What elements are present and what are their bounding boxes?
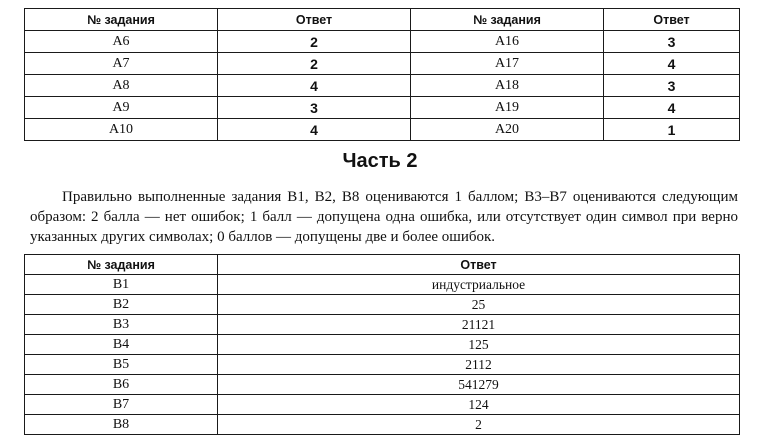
answer-cell: 541279 [218,375,740,395]
part2-answers-table [24,254,740,435]
column-header-answer: Ответ [218,255,740,275]
answer-cell: 4 [218,75,411,97]
table-row [25,75,740,97]
table-header-row [25,9,740,31]
task-number-cell: А9 [25,97,218,119]
answer-cell: 4 [218,119,411,141]
section-title: Часть 2 [342,150,418,172]
answer-cell: индустриальное [218,275,740,295]
column-header-task-number: № задания [25,255,218,275]
task-number-cell: B1 [25,275,218,295]
table-row [25,97,740,119]
answer-cell: 1 [604,119,740,141]
answer-cell: 2 [218,53,411,75]
task-number-cell: B7 [25,395,218,415]
answer-cell: 4 [604,97,740,119]
column-header-answer: Ответ [604,9,740,31]
table-row [25,375,740,395]
task-number-cell: B5 [25,355,218,375]
table-row [25,355,740,375]
column-header-task-number: № задания [411,9,604,31]
task-number-cell: А17 [411,53,604,75]
answer-cell: 124 [218,395,740,415]
answer-cell: 3 [218,97,411,119]
table-row [25,31,740,53]
task-number-cell: А6 [25,31,218,53]
column-header-answer: Ответ [218,9,411,31]
table-header-row [25,255,740,275]
part1-answers-table [24,8,740,141]
table-row [25,275,740,295]
task-number-cell: B8 [25,415,218,435]
task-number-cell: А8 [25,75,218,97]
answer-cell: 3 [604,75,740,97]
answer-cell: 25 [218,295,740,315]
answer-cell: 21121 [218,315,740,335]
answer-cell: 125 [218,335,740,355]
table-row [25,415,740,435]
task-number-cell: А16 [411,31,604,53]
task-number-cell: А7 [25,53,218,75]
table-row [25,395,740,415]
table-row [25,315,740,335]
task-number-cell: А10 [25,119,218,141]
task-number-cell: А19 [411,97,604,119]
answer-cell: 2 [218,415,740,435]
table-row [25,295,740,315]
answer-cell: 4 [604,53,740,75]
table-row [25,53,740,75]
task-number-cell: B3 [25,315,218,335]
task-number-cell: А20 [411,119,604,141]
answer-cell: 3 [604,31,740,53]
task-number-cell: B6 [25,375,218,395]
scoring-rules-paragraph: Правильно выполненные задания B1, B2, B8 оцениваются 1 баллом; B3–B7 оцениваются следующим образом: 2 балла — нет ошибок; 1 балл — допущена одна ошибка, или отсутствует один символ при верно указанных других символах; 0 баллов — допущены две и более ошибок. [30,189,738,245]
task-number-cell: А18 [411,75,604,97]
answer-cell: 2 [218,31,411,53]
table-row [25,119,740,141]
table-row [25,335,740,355]
answer-cell: 2112 [218,355,740,375]
task-number-cell: B2 [25,295,218,315]
task-number-cell: B4 [25,335,218,355]
column-header-task-number: № задания [25,9,218,31]
